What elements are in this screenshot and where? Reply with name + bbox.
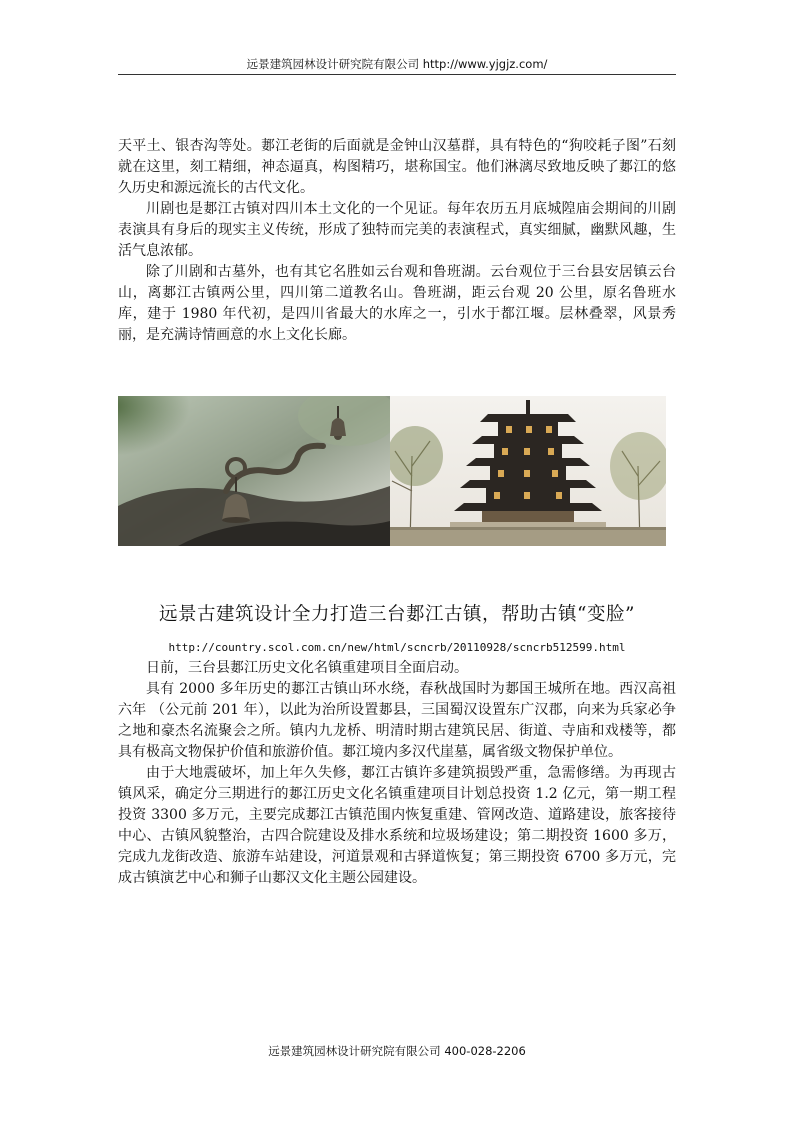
article-text-block	[118, 658, 676, 889]
page-footer: 远景建筑园林设计研究院有限公司 400-028-2206	[268, 1044, 526, 1058]
article-paragraph-2: 具有 2000 多年历史的郪江古镇山环水绕，春秋战国时为郪国王城所在地。西汉高祖六年 （公元前 201 年），以此为治所设置郪县，三国蜀汉设置东广汉郡，向来为兵家必争之地和豪杰名流聚会之所。镇内九龙桥、明清时期古建筑民居、街道、寺庙和戏楼等，都具有极高文物保护价值和旅游价值。郪江境内多汉代崖墓，属省级文物保护单位。	[118, 681, 676, 760]
bronze-bell-icon	[118, 396, 390, 546]
intro-text-block	[118, 136, 676, 346]
header-divider	[118, 74, 676, 75]
article-paragraph-1: 日前，三台县郪江历史文化名镇重建项目全面启动。	[146, 660, 468, 676]
intro-paragraph-3: 除了川剧和古墓外，也有其它名胜如云台观和鲁班湖。云台观位于三台县安居镇云台山，离郪江古镇两公里，四川第二道教名山。鲁班湖，距云台观 20 公里，原名鲁班水库，建于 1980 年代初，是四川省最大的水库之一，引水于都江堰。层林叠翠，风景秀丽，是充满诗情画意的水上文化长廊。	[118, 264, 676, 343]
source-url-link[interactable]: http://country.scol.com.cn/new/html/scncrb/20110928/scncrb512599.html	[168, 641, 626, 654]
page-header: 远景建筑园林设计研究院有限公司 http://www.yjgjz.com/	[246, 57, 548, 71]
article-title: 远景古建筑设计全力打造三台郪江古镇，帮助古镇“变脸”	[159, 604, 635, 625]
intro-paragraph-2: 川剧也是郪江古镇对四川本土文化的一个见证。每年农历五月底城隍庙会期间的川剧表演具有身后的现实主义传统，形成了独特而完美的表演程式，真实细腻，幽默风趣，生活气息浓郁。	[118, 201, 676, 259]
article-paragraph-3: 由于大地震破坏，加上年久失修，郪江古镇许多建筑损毁严重，急需修缮。为再现古镇风采，确定分三期进行的郪江历史文化名镇重建项目计划总投资 1.2 亿元，第一期工程投资 3300 多万元，主要完成郪江古镇范围内恢复重建、管网改造、道路建设，旅客接待中心、古镇风貌整治，古四合院建设及排水系统和垃圾场建设；第二期投资 1600 多万，完成九龙街改造、旅游车站建设，河道景观和古驿道恢复；第三期投资 6700 多万元，完成古镇演艺中心和狮子山郪汉文化主题公园建设。	[118, 765, 676, 886]
photo-strip	[118, 396, 666, 546]
pagoda-tower-icon	[390, 396, 666, 546]
intro-paragraph-1: 天平土、银杏沟等处。郪江老街的后面就是金钟山汉墓群，具有特色的“狗咬耗子图”石刻就在这里，刻工精细，神态逼真，构图精巧，堪称国宝。他们淋漓尽致地反映了郪江的悠久历史和源远流长的古代文化。	[118, 138, 676, 196]
